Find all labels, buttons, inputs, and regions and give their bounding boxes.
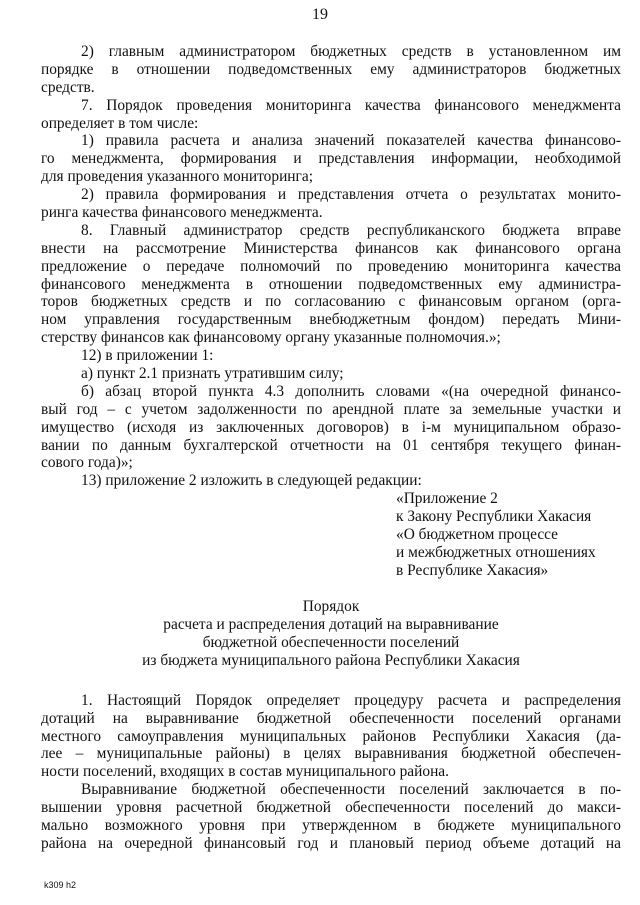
- paragraph-line: б) абзац второй пункта 4.3 дополнить словами «(на очередной финансо-: [81, 382, 621, 400]
- paragraph-line: го менеджмента, формирования и представления информации, необходимой: [41, 150, 621, 168]
- paragraph-line: местного самоуправления муниципальных районов Республики Хакасия (да-: [41, 727, 621, 745]
- spacer: [41, 580, 621, 598]
- paragraph-line: 2) главным администратором бюджетных средств в установленном им: [81, 43, 621, 60]
- appendix-line: «Приложение 2: [396, 490, 498, 508]
- paragraph-line: предложение о передаче полномочий по проведению мониторинга качества: [41, 257, 621, 275]
- paragraph-line: порядке в отношении подведомственных ему администраторов бюджетных: [41, 60, 621, 78]
- paragraph-line: дотаций на выравнивание бюджетной обеспеченности поселений органами: [41, 709, 621, 727]
- spacer: [41, 670, 621, 692]
- paragraph-line: 12) в приложении 1:: [81, 347, 214, 365]
- paragraph-line: 13) приложение 2 изложить в следующей редакции:: [81, 472, 422, 490]
- paragraph-line: стерству финансов как финансовому органу указанные полномочия.»;: [41, 329, 501, 347]
- paragraph-line: 1. Настоящий Порядок определяет процедуру расчета и распределения: [81, 691, 621, 709]
- paragraph-line: сового года)»;: [41, 454, 133, 472]
- paragraph-line: Выравнивание бюджетной обеспеченности поселений заключается в по-: [81, 781, 621, 799]
- paragraph-line: для проведения указанного мониторинга;: [41, 168, 313, 186]
- paragraph-line: 2) правила формирования и представления отчета о результатах монито-: [81, 186, 621, 204]
- paragraph-line: внести на рассмотрение Министерства финансов как финансового органа: [41, 239, 621, 257]
- paragraph-line: финансового менеджмента в отношении подведомственных ему администра-: [41, 275, 621, 293]
- paragraph-line: 8. Главный администратор средств республиканского бюджета вправе: [81, 221, 621, 239]
- paragraph-line: района на очередной финансовый год и плановый период объеме дотаций на: [41, 834, 621, 852]
- paragraph-line: имущество (исходя из заключенных договоров) в i-м муниципальном образо-: [41, 418, 621, 436]
- document-code: k309 h2: [44, 880, 77, 890]
- document-body: [41, 43, 621, 853]
- paragraph-line: 7. Порядок проведения мониторинга качества финансового менеджмента: [81, 96, 621, 114]
- paragraph-line: ринга качества финансового менеджмента.: [41, 204, 323, 222]
- paragraph-line: средств.: [41, 78, 95, 96]
- paragraph-line: определяет в том числе:: [41, 114, 199, 132]
- paragraph-line: лее – муниципальные районы) в целях выравнивания бюджетной обеспечен-: [41, 745, 621, 763]
- appendix-reference: [41, 490, 621, 579]
- paragraph-line: вышении уровня расчетной бюджетной обеспеченности поселений до макси-: [41, 799, 621, 817]
- paragraph-line: торов бюджетных средств и по согласованию с финансовым органом (орга-: [41, 293, 621, 311]
- paragraph-line: вый год – с учетом задолженности по арендной плате за земельные участки и: [41, 400, 621, 418]
- paragraph-line: ном управления государственным внебюджетным фондом) передать Мини-: [41, 311, 621, 329]
- appendix-line: и межбюджетных отношениях: [396, 543, 596, 561]
- paragraph-line: ности поселений, входящих в состав муниципального района.: [41, 763, 449, 781]
- heading-line: Порядок: [302, 597, 360, 615]
- section-heading: [41, 598, 621, 670]
- paragraph-line: а) пункт 2.1 признать утратившим силу;: [81, 365, 344, 383]
- heading-line: бюджетной обеспеченности поселений: [202, 633, 460, 651]
- paragraph-line: вании по данным бухгалтерской отчетности на 01 сентября текущего финан-: [41, 436, 621, 454]
- appendix-line: в Республике Хакасия»: [396, 561, 549, 579]
- heading-line: из бюджета муниципального района Республики Хакасия: [142, 651, 520, 669]
- paragraph-line: 1) правила расчета и анализа значений показателей качества финансово-: [81, 132, 621, 150]
- appendix-line: к Закону Республики Хакасия: [396, 508, 592, 526]
- appendix-line: «О бюджетном процессе: [396, 526, 559, 544]
- page-number: 19: [312, 6, 328, 23]
- heading-line: расчета и распределения дотаций на выравнивание: [163, 615, 499, 633]
- paragraph-line: мально возможного уровня при утвержденном в бюджете муниципального: [41, 816, 621, 834]
